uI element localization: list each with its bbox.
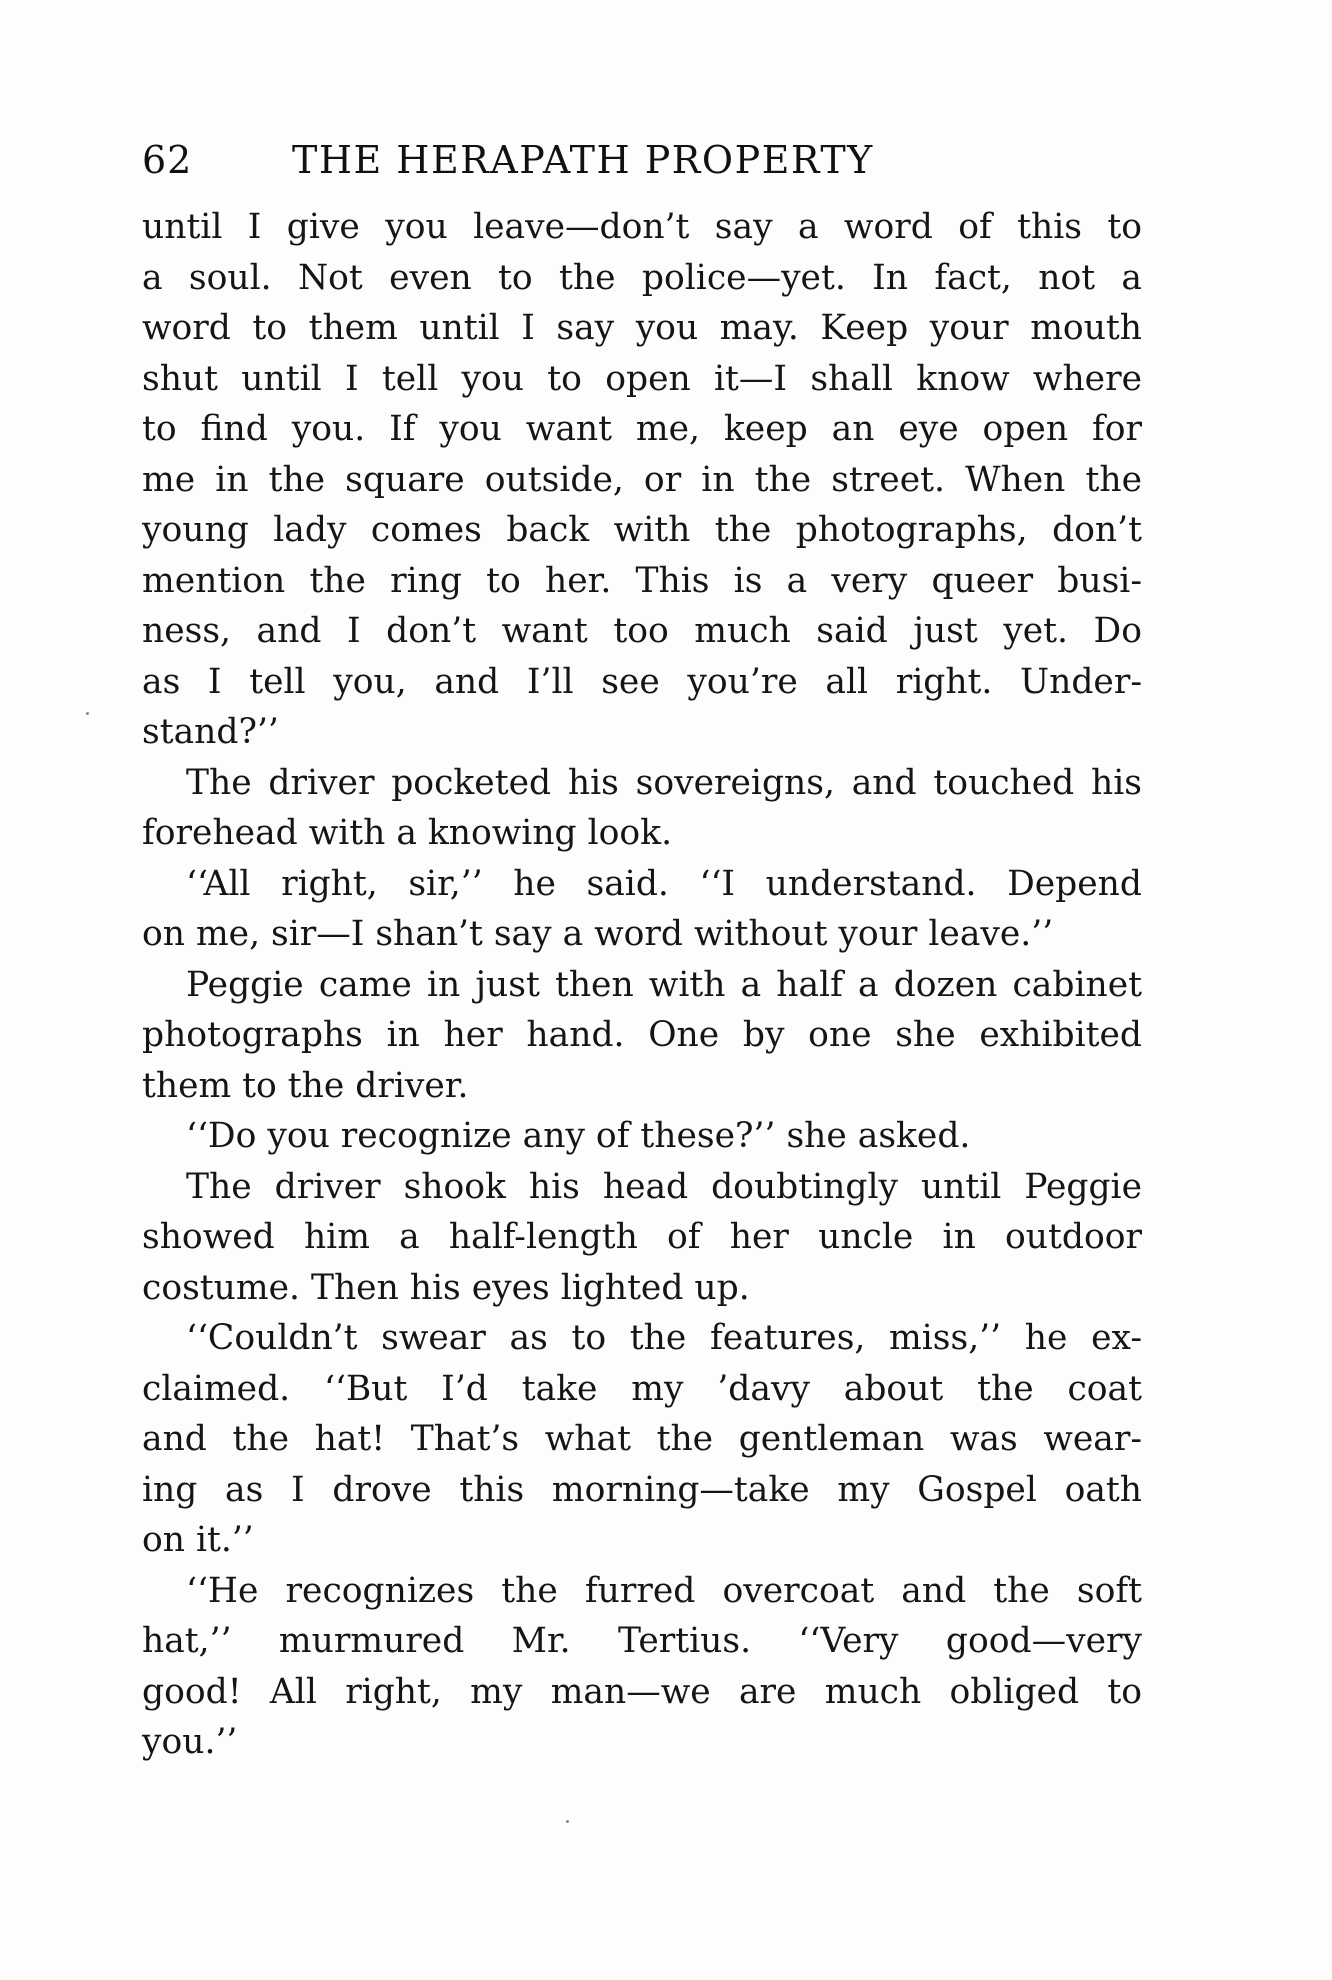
text-line: Peggie came in just then with a half a dozen cabinet [186, 964, 1142, 1005]
text-line: good! All right, my man—we are much obliged to [142, 1671, 1142, 1712]
text-line: a soul. Not even to the police—yet. In fact, not a [142, 257, 1142, 298]
text-line: shut until I tell you to open it—I shall know where [142, 358, 1142, 399]
text-line: ‘‘Do you recognize any of these?’’ she asked. [186, 1116, 971, 1156]
running-title: THE HERAPATH PROPERTY [292, 138, 874, 182]
text-line: on it.’’ [142, 1520, 254, 1560]
text-line: showed him a half-length of her uncle in outdoor [142, 1217, 1142, 1257]
text-line: claimed. ‘‘But I’d take my ’davy about the coat [142, 1368, 1142, 1409]
text-line: ‘‘All right, sir,’’ he said. ‘‘I understand. Depend [186, 863, 1142, 904]
text-line: word to them until I say you may. Keep your mouth [142, 308, 1142, 348]
text-line: as I tell you, and I’ll see you’re all right. Under- [142, 661, 1142, 702]
text-line: mention the ring to her. This is a very queer busi- [142, 560, 1142, 601]
page-number: 62 [142, 138, 193, 182]
text-line: photographs in her hand. One by one she exhibited [142, 1015, 1142, 1055]
text-line: hat,’’ murmured Mr. Tertius. ‘‘Very good—very [142, 1621, 1142, 1661]
page-header [142, 138, 1142, 188]
body-text [142, 202, 1142, 1768]
text-line: The driver pocketed his sovereigns, and touched his [186, 762, 1142, 803]
text-line: forehead with a knowing look. [142, 813, 673, 853]
text-line: them to the driver. [142, 1065, 469, 1106]
print-speck [566, 1820, 569, 1823]
text-line: costume. Then his eyes lighted up. [142, 1267, 750, 1308]
text-line: you.’’ [142, 1722, 238, 1762]
text-line: and the hat! That’s what the gentleman was wear- [142, 1419, 1142, 1459]
text-line: ness, and I don’t want too much said just yet. Do [142, 611, 1142, 651]
text-line: ing as I drove this morning—take my Gospel oath [142, 1469, 1142, 1510]
text-line: until I give you leave—don’t say a word of this to [142, 207, 1142, 247]
text-line: ‘‘He recognizes the furred overcoat and the soft [186, 1570, 1142, 1611]
text-line: young lady comes back with the photographs, don’t [142, 510, 1142, 550]
text-line: The driver shook his head doubtingly until Peggie [186, 1166, 1142, 1207]
text-line: on me, sir—I shan’t say a word without your leave.’’ [142, 914, 1054, 954]
text-line: ‘‘Couldn’t swear as to the features, miss,’’ he ex- [186, 1318, 1142, 1358]
text-line: to find you. If you want me, keep an eye open for [142, 409, 1142, 449]
text-line: me in the square outside, or in the street. When the [142, 459, 1142, 500]
text-line: stand?’’ [142, 712, 279, 752]
print-speck [86, 712, 89, 715]
